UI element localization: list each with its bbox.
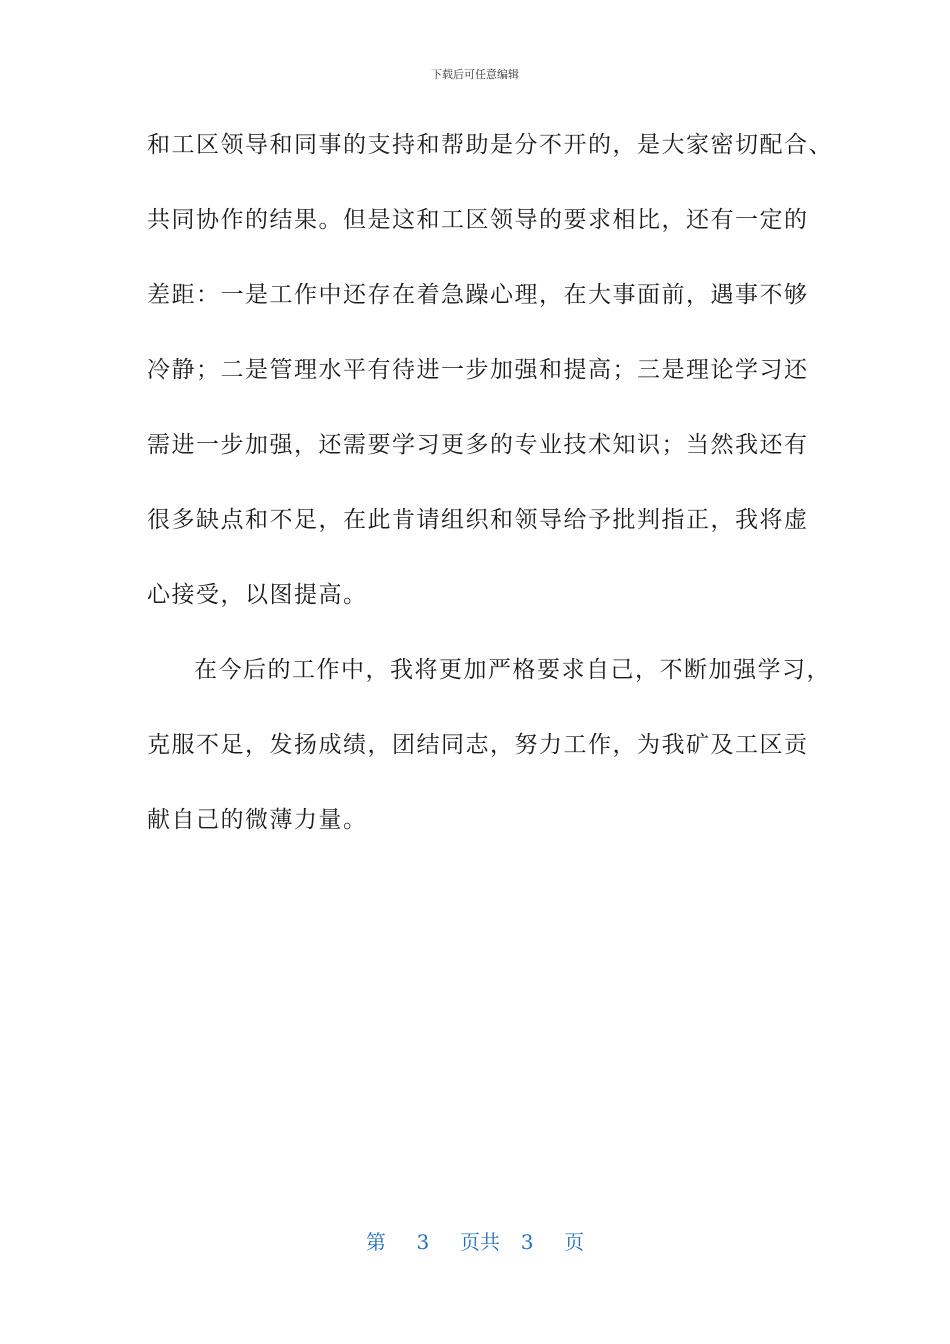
body-line: 心接受，以图提高。: [147, 582, 368, 608]
page-prefix: 第: [365, 1230, 386, 1254]
body-line: 很多缺点和不足，在此肯请组织和领导给予批判指正，我将虚: [147, 507, 809, 533]
body-line: 献自己的微薄力量。: [147, 807, 368, 833]
page-mid: 页共: [460, 1230, 500, 1254]
page-header: 下载后可任意编辑: [431, 68, 519, 81]
page-suffix: 页: [564, 1230, 585, 1254]
body-line: 冷静；二是管理水平有待进一步加强和提高；三是理论学习还: [147, 357, 809, 383]
page-total: 3: [520, 1230, 534, 1254]
body-line: 共同协作的结果。但是这和工区领导的要求相比，还有一定的: [147, 207, 809, 233]
body-line: 差距：一是工作中还存在着急躁心理，在大事面前，遇事不够: [147, 282, 809, 308]
paragraph-first-line: 在今后的工作中，我将更加严格要求自己，不断加强学习，: [194, 657, 831, 683]
body-line: 和工区领导和同事的支持和帮助是分不开的，是大家密切配合、: [147, 132, 833, 158]
body-line: 克服不足，发扬成绩，团结同志，努力工作，为我矿及工区贡: [147, 732, 809, 758]
page-number: [0, 1226, 950, 1255]
page-current: 3: [416, 1230, 430, 1254]
document-body: [147, 120, 833, 870]
body-line: 需进一步加强，还需要学习更多的专业技术知识；当然我还有: [147, 432, 809, 458]
